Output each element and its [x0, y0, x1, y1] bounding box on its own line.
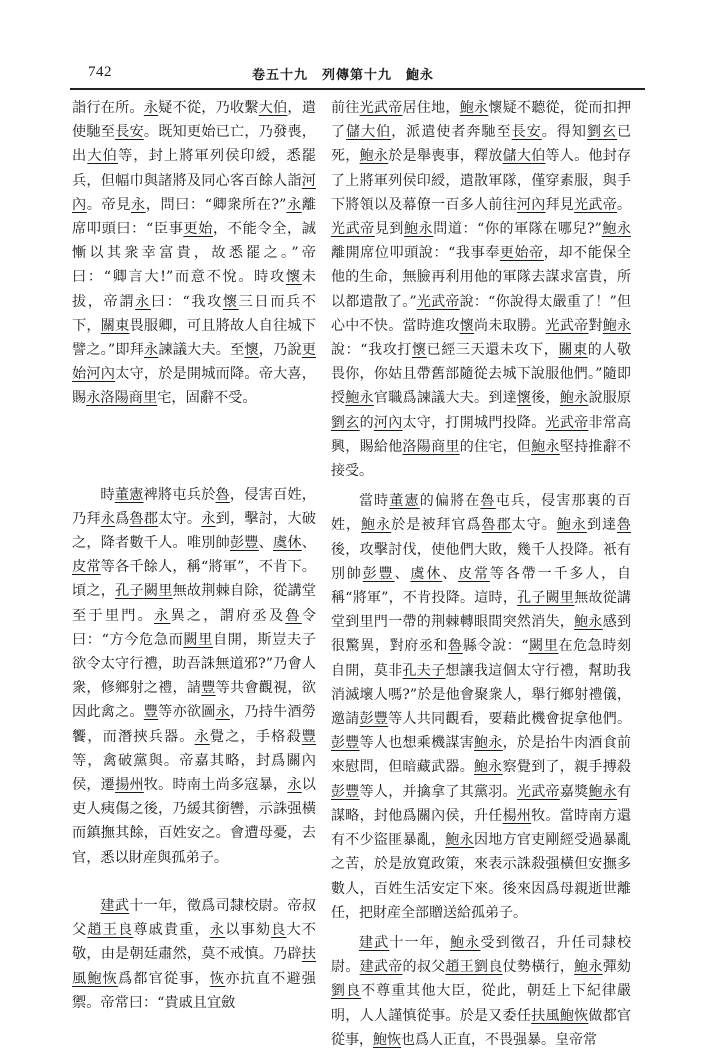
text-run: 覺之，手格殺 [209, 728, 302, 745]
proper-name: 永 [209, 922, 226, 939]
proper-name: 劉良 [331, 983, 362, 1000]
classical-paragraph-3 [72, 894, 316, 1015]
proper-name: 趙王 [445, 959, 475, 976]
proper-name: 懷 [412, 342, 427, 359]
text-run: 、 [258, 535, 274, 552]
proper-name: 孔夫子 [402, 662, 446, 679]
text-run: 等，封上將軍列侯印綬，悉罷兵，但幅巾與諸將及同心客百餘人詣 [72, 148, 316, 189]
proper-name: 永 [194, 728, 210, 745]
proper-name: 豐 [201, 680, 216, 697]
text-run: 官職爲諫議大夫。到達 [373, 390, 517, 407]
proper-name: 永 [154, 607, 171, 624]
text-run: 非常高興，賜給他 [331, 414, 632, 455]
proper-name: 鮑永 [459, 100, 489, 116]
classical-text-column [72, 96, 316, 1015]
proper-name: 劉玄 [331, 414, 360, 431]
proper-name: 鮑永 [556, 517, 587, 534]
proper-name: 光武帝 [359, 100, 403, 116]
proper-name: 豐 [143, 704, 159, 721]
proper-name: 永 [135, 293, 151, 310]
text-run: 、 [394, 565, 411, 582]
text-run: 已死， [331, 124, 632, 165]
text-run: 後，攻擊討伐，使他們大敗，幾千人投降。衹有別帥 [331, 541, 631, 582]
proper-name: 鮑永 [602, 317, 632, 334]
text-run: 彈劾 [602, 959, 632, 976]
proper-name: 皮常 [72, 559, 101, 576]
proper-name: 皮常 [458, 565, 490, 582]
text-run: 無故荆棘自除，從講堂至于里門。 [72, 583, 316, 624]
proper-name: 商里 [128, 390, 158, 407]
text-run: ，於是抬牛肉酒食前來慰問，但暗藏武器。 [331, 735, 632, 776]
proper-name: 揚州 [115, 777, 144, 794]
text-run: 太守，打開城門投降。 [402, 414, 546, 431]
text-run: 等人。他封存了上將軍列侯印綬，遣散軍隊，僅穿素服，與手下將領以及幕僚一百多人前往 [331, 148, 632, 213]
proper-name: 董憲 [114, 486, 144, 503]
text-run: 離席叩頭曰：“臣事 [72, 196, 316, 238]
proper-name: 鮑永 [531, 438, 560, 455]
proper-name: 魯 [215, 486, 230, 503]
proper-name: 建武 [100, 897, 130, 914]
text-run: 三日而兵不下， [72, 293, 316, 334]
proper-name: 鮑永 [559, 390, 589, 407]
proper-name: 楊州 [502, 807, 532, 824]
text-run: 懷疑不聽從，從而扣押了 [331, 100, 632, 141]
text-run: 令曰：“方今危急而 [72, 607, 316, 648]
classical-paragraph-2 [72, 483, 316, 870]
text-run: 說：“你說得太嚴重了！”但心中不快。當時進攻 [331, 293, 631, 334]
text-run: 等亦欲圖 [158, 704, 216, 721]
text-run: ，侵害百姓，乃拜 [72, 486, 316, 527]
proper-name: 光武帝 [416, 293, 460, 310]
text-run: 等共會觀視，欲因此禽之。 [72, 680, 316, 721]
text-run: 尚未取勝。 [474, 317, 546, 334]
text-run: 不尊重其他大臣，從此，朝廷上下紀律嚴明，人人謹慎從事。於是又委任 [331, 983, 632, 1024]
translation-text-column [331, 96, 631, 1052]
proper-name: 良 [271, 922, 287, 939]
text-run: 等人共同觀看，要藉此機會捉拿他們。 [388, 711, 632, 728]
proper-name: 鮑永 [450, 934, 481, 951]
text-run: 到達 [586, 517, 618, 534]
text-run: 做都官從事， [331, 1007, 632, 1048]
proper-name: 鮑永 [404, 221, 434, 238]
text-run: 宅，固辭不受。 [157, 390, 257, 407]
proper-name: 大伯 [258, 100, 288, 116]
proper-name: 長安 [115, 124, 144, 141]
text-run: 嘉獎 [559, 783, 589, 800]
proper-name: 永 [215, 704, 230, 721]
proper-name: 扶風 [72, 946, 316, 987]
text-run: 於是被拜官爲 [391, 517, 482, 534]
text-run: 太守。 [511, 517, 557, 534]
translation-paragraph-1 [331, 96, 631, 483]
proper-name: 懷 [516, 390, 532, 407]
text-run: 說：“我攻打 [331, 342, 413, 359]
proper-name: 虞休 [410, 565, 443, 582]
running-head: 卷五十九 列傳第十九 鮑永 [252, 68, 435, 83]
text-run: 受到徵召，升任司隸校尉。 [331, 934, 632, 976]
proper-name: 魯郡 [129, 510, 159, 527]
text-run: 於是舉喪事，釋放 [388, 148, 503, 165]
text-run: 後， [531, 390, 560, 407]
text-run: 有謀略，封他爲關內侯，升任 [331, 783, 632, 824]
text-run: 尊戚貴重， [133, 922, 210, 939]
proper-name: 良 [117, 922, 134, 939]
text-run: 離開席位叩頭說：“我事奉 [331, 245, 500, 262]
proper-name: 魯 [617, 517, 632, 534]
proper-name: 闕里 [183, 631, 214, 648]
text-run: 到，擊討，大破之，降者數千人。唯別帥 [72, 510, 316, 552]
proper-name: 彭豐 [331, 783, 360, 800]
proper-name: 鮑永 [601, 221, 631, 238]
proper-name: 儲大伯 [502, 148, 546, 165]
classical-paragraph-1 [72, 96, 316, 411]
proper-name: 建武 [359, 934, 390, 951]
text-run: ，却不能保全他的生命，無臉再利用他的軍隊去謀求富貴，所以都遣散了。” [331, 245, 632, 310]
proper-name: 儲大伯 [346, 124, 392, 141]
text-run: 屯兵，侵害那裏的百姓， [331, 493, 632, 534]
text-run: 異之，謂府丞及 [170, 607, 286, 624]
proper-name: 光武帝 [331, 221, 375, 238]
proper-name: 洛陽 [402, 438, 432, 455]
text-run: 畏服卿，可且將故人自往城下譬之。”即拜 [72, 317, 316, 359]
text-run: 諫議大夫。至 [158, 342, 245, 359]
text-run: 。 [617, 196, 632, 213]
proper-name: 鮑永 [574, 959, 603, 976]
text-run: 的 [359, 414, 374, 431]
proper-name: 長安 [511, 124, 542, 141]
text-run: 牧。時南土尚多寇暴， [143, 777, 288, 794]
proper-name: 魯 [480, 493, 496, 510]
text-run: 對 [588, 317, 603, 334]
proper-name: 鮑永 [359, 148, 389, 165]
text-run: 未拔，帝謂 [72, 269, 316, 310]
proper-name: 闕里 [528, 638, 559, 655]
proper-name: 永 [144, 342, 159, 359]
text-run: 等，禽破黨與。帝嘉其略，封爲關內侯，遷 [72, 752, 316, 794]
proper-name: 鮑永 [588, 783, 618, 800]
proper-name: 魯郡 [481, 517, 512, 534]
proper-name: 鮑恢 [559, 1007, 589, 1024]
proper-name: 光武帝 [545, 414, 589, 431]
text-run: 詣行在所。 [72, 100, 144, 116]
text-run: 感到很驚異，對府丞和 [331, 614, 632, 655]
text-run: 仗勢橫行， [502, 959, 575, 976]
text-run: 問道：“你的軍隊在哪兒?” [433, 221, 602, 238]
proper-name: 永 [100, 510, 116, 527]
text-run: 爲 [115, 510, 130, 527]
proper-name: 恢 [209, 970, 226, 987]
translation-paragraph-2 [331, 489, 631, 925]
proper-name: 劉良 [474, 959, 503, 976]
text-run: 等人，并擒拿了其黨羽。 [359, 783, 517, 800]
text-run: ，問曰：“卿衆所在?” [145, 196, 287, 213]
proper-name: 孔子 [517, 590, 546, 607]
proper-name: 永 [287, 777, 302, 794]
text-run: 的叔父 [402, 959, 446, 976]
text-run: 太守。 [158, 510, 202, 527]
proper-name: 關東 [100, 317, 130, 334]
proper-name: 彭豐 [331, 735, 360, 752]
text-run: 察覺到了，親手搏殺 [502, 759, 632, 776]
proper-name: 虞休 [273, 535, 302, 552]
text-run: 大不敬，由是朝廷肅然，莫不戒慎。乃辟 [72, 922, 316, 963]
text-run: 縣令說：“ [462, 638, 529, 655]
proper-name: 鮑永 [345, 390, 374, 407]
proper-name: 洛陽 [100, 390, 129, 407]
text-run: ，乃說 [258, 342, 302, 359]
proper-name: 永 [131, 196, 146, 213]
proper-name: 更始 [72, 342, 316, 383]
proper-name: 鮑永 [574, 614, 603, 631]
proper-name: 鮑永 [474, 735, 503, 752]
text-run: 亦抗直不避强禦。帝常曰：“貴戚且宜斂 [72, 970, 316, 1011]
proper-name: 鮑恢 [373, 1031, 401, 1048]
proper-name: 河內 [72, 172, 316, 213]
text-run: 曰：“我攻 [150, 293, 223, 310]
proper-name: 關東 [558, 342, 588, 359]
text-run: 的住宅，但 [459, 438, 532, 455]
proper-name: 光武帝 [516, 783, 560, 800]
text-run: 疑不從，乃收繫 [158, 100, 259, 116]
proper-name: 永 [143, 100, 159, 116]
text-run: 當時 [359, 493, 390, 510]
proper-name: 董憲 [389, 493, 420, 510]
proper-name: 趙王 [87, 922, 118, 939]
text-run: 。得知 [541, 124, 587, 141]
proper-name: 永 [86, 390, 101, 407]
proper-name: 懷 [244, 342, 259, 359]
text-run: 十一年， [389, 934, 451, 951]
proper-name: 魯 [285, 607, 302, 624]
proper-name: 懷 [222, 293, 239, 310]
text-run: 的人敬畏你，你姑且帶舊部隨從去城下說服他們。”隨即授 [331, 342, 632, 407]
text-run: 爲都官從事， [117, 970, 210, 987]
proper-name: 劉玄 [586, 124, 618, 141]
text-run: 等人也想乘機謀害 [359, 735, 475, 752]
proper-name: 鮑永 [361, 517, 392, 534]
text-run: ，不能令全，誠慚以其衆幸富貴，故悉罷之。”帝曰：“卿言大!”而意不悅。時攻 [72, 221, 316, 286]
text-run: 等各千餘人，稱“將軍”，不肯下。頃之， [72, 559, 316, 600]
proper-name: 河內 [516, 196, 546, 213]
text-run: 牧。當時南方還有不少盜匪暴亂， [331, 807, 632, 849]
text-run: 裨將屯兵於 [143, 486, 216, 503]
text-run: 等各帶一千多人，自稱“將軍”，不肯投降。這時， [331, 565, 632, 607]
proper-name: 鮑永 [474, 759, 503, 776]
text-run: 拜見 [545, 196, 575, 213]
proper-name: 建武帝 [359, 959, 403, 976]
text-run: ，遣使馳至 [72, 100, 316, 141]
text-run: 想讓我這個太守行禮，幫助我消滅壞人嗎?”於是他會聚衆人，舉行鄉射禮儀，邀請 [331, 662, 632, 728]
proper-name: 更始帝 [499, 245, 544, 262]
text-run: 前往 [331, 100, 360, 116]
proper-name: 懷 [459, 317, 475, 334]
proper-name: 商里 [431, 438, 460, 455]
text-run: 已經三天還未攻下， [426, 342, 559, 359]
proper-name: 永 [286, 196, 302, 213]
proper-name: 扶風 [531, 1007, 560, 1024]
proper-name: 孔子 [115, 583, 144, 600]
text-run: 十一年，徵爲司隸校尉。帝叔父 [72, 897, 316, 939]
proper-name: 魯 [448, 638, 463, 655]
proper-name: 光武帝 [574, 196, 618, 213]
proper-name: 永 [201, 510, 216, 527]
proper-name: 河內 [86, 366, 116, 383]
text-run: 居住地， [402, 100, 460, 116]
proper-name: 懷 [285, 269, 302, 286]
proper-name: 豐 [301, 728, 316, 745]
text-run: 在危急時刻自開，莫非 [331, 638, 632, 679]
text-run: 以事劾 [225, 922, 272, 939]
text-run: ，乃持牛酒勞饗，而潛挾兵器。 [72, 704, 316, 745]
proper-name: 鮑永 [445, 832, 475, 849]
proper-name: 彭豐 [229, 535, 259, 552]
text-run: 太守，於是開城而降。帝大喜，賜 [72, 366, 316, 407]
text-run: ，派遣使者奔馳至 [391, 124, 512, 141]
text-run: 。帝見 [86, 196, 131, 213]
translation-paragraph-3 [331, 931, 631, 1052]
text-run: 堅持推辭不接受。 [331, 438, 632, 480]
text-run: 無故從講堂到里門一帶的荆棘轉眼間突然消失， [331, 590, 632, 631]
text-run: 、 [301, 535, 316, 552]
text-run: 。既知更始已亡，乃發喪，出 [72, 124, 316, 165]
text-run: 自開，斯豈夫子欲令太守行禮，助吾誅無道邪?”乃會人衆，修鄉射之禮，請 [72, 631, 316, 697]
proper-name: 彭豐 [362, 565, 395, 582]
proper-name: 闕里 [545, 590, 575, 607]
proper-name: 河內 [373, 414, 403, 431]
text-run: 見到 [374, 221, 405, 238]
header-rule [70, 88, 645, 90]
text-run: 也爲人正直，不畏强暴。皇帝常 [401, 1031, 597, 1048]
proper-name: 鮑恢 [87, 970, 118, 987]
text-run: 說服原 [588, 390, 632, 407]
text-run: 的偏將在 [419, 493, 481, 510]
text-run: 以吏人痍傷之後，乃緩其銜轡，示誅强橫而鎮撫其餘，百姓安之。會遭母憂，去官，悉以財産與孤弟子。 [72, 777, 316, 866]
page-number: 742 [88, 64, 112, 80]
proper-name: 彭豐 [359, 711, 389, 728]
text-run: 、 [442, 565, 459, 582]
proper-name: 更始 [183, 221, 214, 238]
proper-name: 闕里 [143, 583, 173, 600]
text-run: 因地方官吏剛經受過暴亂之苦，於是放寬政策，來表示誅殺强橫但安撫多數人，百姓生活安定下來。後來因爲母親逝世離任，把財産全部贈送給孤弟子。 [331, 832, 632, 921]
proper-name: 光武帝 [545, 317, 589, 334]
text-run: 時 [100, 486, 115, 503]
proper-name: 大伯 [87, 148, 118, 165]
